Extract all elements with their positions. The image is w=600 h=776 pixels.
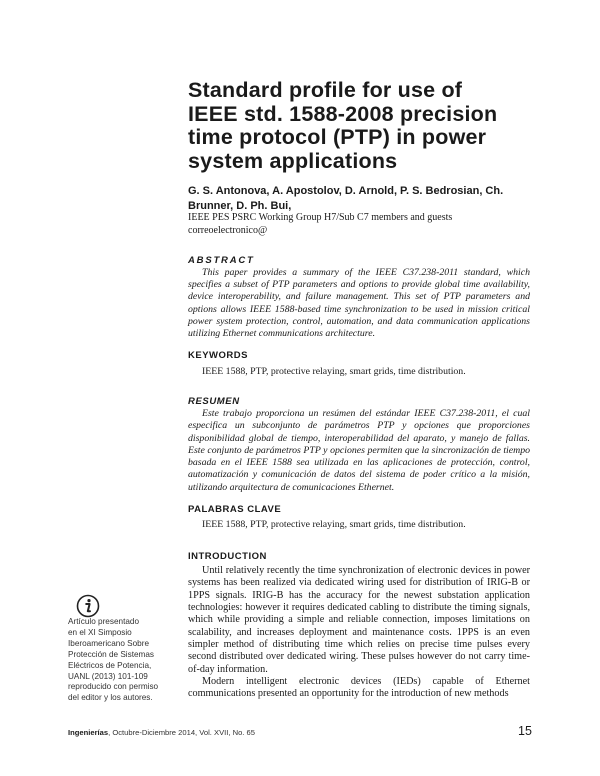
affiliation: IEEE PES PSRC Working Group H7/Sub C7 members and guests <box>188 212 453 223</box>
abstract-heading: ABSTRACT <box>188 255 255 266</box>
email: correoelectronico@ <box>188 224 268 236</box>
info-icon <box>76 594 100 618</box>
side-note <box>68 617 178 704</box>
resumen-text: Este trabajo proporciona un resúmen del estándar IEEE C37.238-2011, el cual especifica un subconjunto de parámetros PTP y opciones que proporciones disponibilidad global de tiempo, interoperabilidad del aparato, y manejo de fallas. Este conjunto de parámetros PTP y opciones permiten que la sincronización de tiempo basada en el IEEE 1588 sea utilizada en las aplicaciones de protección, control, automatización y comunicación de datos del sistema de poder crítico a la misión, utilizando arquitectura de comunicaciones Ethernet. <box>188 408 530 493</box>
footer-citation <box>68 728 255 737</box>
title-line: time protocol (PTP) in power <box>188 125 487 149</box>
side-note-line: Eléctricos de Potencia, <box>68 660 152 670</box>
title-line: Standard profile for use of <box>188 78 463 102</box>
side-note-line: Iberoamericano Sobre <box>68 638 150 648</box>
introduction-body <box>188 565 530 701</box>
journal-name: Ingenierías <box>68 728 109 737</box>
paper-title <box>188 79 568 173</box>
author-line: G. S. Antonova, A. Apostolov, D. Arnold, P. S. Bedrosian, Ch. <box>188 185 504 197</box>
title-line: IEEE std. 1588-2008 precision <box>188 101 498 126</box>
introduction-paragraph: Until relatively recently the time synchronization of electronic devices in power systems has been realized via dedicated wiring used for distribution of IRIG-B or 1PPS signals. IRIG-B has the accuracy for the newest substation application technologies: however it requires dedicated cabling to distribute the timing signals, which while providing a simple and reliable connection, imposes limitations on scalability, and increases deployment and maintenance costs. 1PPS is an even simpler method of distributing time which relies on precise time pulses every second distributed over dedicated wiring. These pulses however do not carry time-of-day information. <box>188 565 530 675</box>
author-line: Brunner, D. Ph. Bui, <box>188 200 292 212</box>
side-note-line: del editor y los autores. <box>68 693 153 703</box>
introduction-heading: INTRODUCTION <box>188 551 267 562</box>
palabras-clave-text: IEEE 1588, PTP, protective relaying, smart grids, time distribution. <box>202 519 466 530</box>
page-number: 15 <box>518 724 532 738</box>
palabras-clave-heading: PALABRAS CLAVE <box>188 504 282 515</box>
keywords-heading: KEYWORDS <box>188 350 248 361</box>
abstract-text: This paper provides a summary of the IEEE C37.238-2011 standard, which specifies a subset of PTP parameters and options to provide global time availability, device interoperability, and failure management. This set of PTP parameters and options allows IEEE 1588-based time synchronization to be used in mission critical power system protection, control, automation, and data communication applications utilizing Ethernet communications architecture. <box>188 267 530 340</box>
author-list <box>188 184 548 214</box>
side-note-line: en el XI Simposio <box>68 627 132 637</box>
issue-details: , Octubre-Diciembre 2014, Vol. XVII, No. 65 <box>108 728 255 737</box>
affiliation-block <box>188 212 548 237</box>
title-line: system applications <box>188 148 398 173</box>
side-note-line: Artículo presentado <box>68 617 140 626</box>
introduction-paragraph: Modern intelligent electronic devices (IEDs) capable of Ethernet communications presented an opportunity for the introduction of new methods <box>188 676 530 700</box>
side-note-line: Protección de Sistemas <box>68 649 155 659</box>
resumen-heading: RESUMEN <box>188 396 240 407</box>
keywords-text: IEEE 1588, PTP, protective relaying, smart grids, time distribution. <box>202 366 466 377</box>
side-note-line: UANL (2013) 101-109 <box>68 671 148 681</box>
side-note-line: reproducido con permiso <box>68 682 159 692</box>
